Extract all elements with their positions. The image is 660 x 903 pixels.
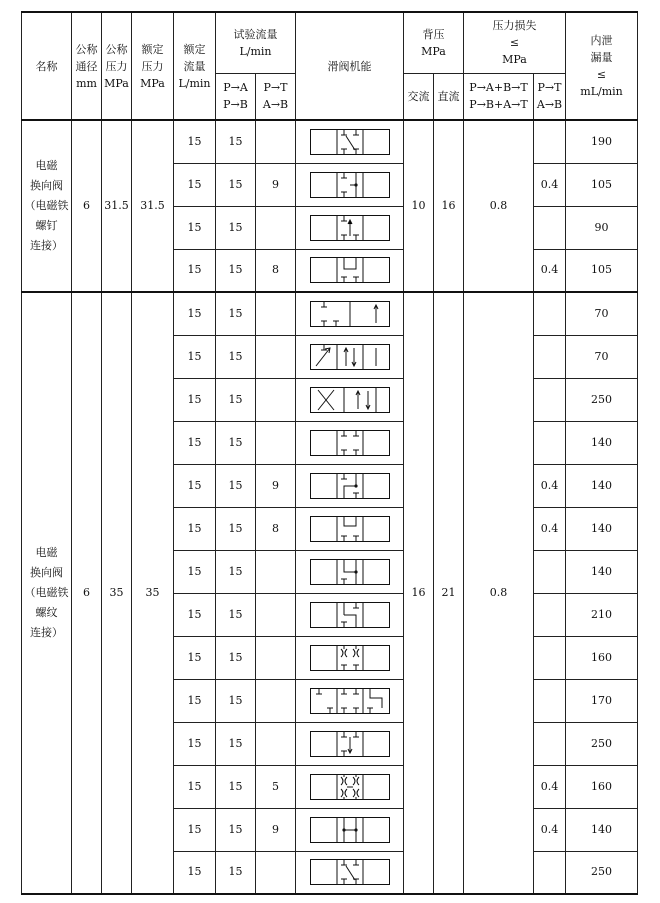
spool-symbol xyxy=(296,249,404,292)
header-test-pt: P→T A→B xyxy=(256,73,296,120)
table-cell-flow: 15 xyxy=(174,335,216,378)
table-cell-pa: 15 xyxy=(216,335,256,378)
table-cell-leakage: 140 xyxy=(566,550,638,593)
table-cell-flow: 15 xyxy=(174,378,216,421)
table-cell-flow: 15 xyxy=(174,249,216,292)
table-cell-leakage: 140 xyxy=(566,464,638,507)
group1-back-pressure-dc: 16 xyxy=(434,120,464,292)
table-cell-pt: 5 xyxy=(256,765,296,808)
header-ac: 交流 xyxy=(404,73,434,120)
table-cell-pt-loss: 0.4 xyxy=(534,249,566,292)
table-cell-leakage: 210 xyxy=(566,593,638,636)
table-cell-flow: 15 xyxy=(174,206,216,249)
table-cell-leakage: 250 xyxy=(566,722,638,765)
table-cell-leakage: 190 xyxy=(566,120,638,163)
spool-symbol xyxy=(296,292,404,335)
group2-back-pressure-ac: 16 xyxy=(404,292,434,894)
group2-nominal-pressure: 35 xyxy=(102,292,132,894)
spool-symbol xyxy=(296,679,404,722)
table-cell-flow: 15 xyxy=(174,421,216,464)
table-cell-flow: 15 xyxy=(174,808,216,851)
header-loss-1: P→A+B→T P→B+A→T xyxy=(464,73,534,120)
table-cell-pa: 15 xyxy=(216,679,256,722)
table-cell-pt-loss xyxy=(534,722,566,765)
header-back-pressure: 背压 MPa xyxy=(404,12,464,73)
header-rated-pressure: 额定 压力 MPa xyxy=(132,12,174,120)
header-nominal-diameter: 公称 通径 mm xyxy=(72,12,102,120)
table-cell-pt xyxy=(256,636,296,679)
spool-symbol xyxy=(296,378,404,421)
table-cell-pa: 15 xyxy=(216,163,256,206)
spool-symbol xyxy=(296,120,404,163)
header-name: 名称 xyxy=(22,12,72,120)
spool-symbol xyxy=(296,421,404,464)
header-test-flow: 试验流量 L/min xyxy=(216,12,296,73)
table-cell-leakage: 140 xyxy=(566,421,638,464)
header-nominal-pressure: 公称 压力 MPa xyxy=(102,12,132,120)
table-cell-pt xyxy=(256,550,296,593)
group1-nominal-pressure: 31.5 xyxy=(102,120,132,292)
table-cell-pa: 15 xyxy=(216,206,256,249)
table-cell-leakage: 170 xyxy=(566,679,638,722)
table-cell-leakage: 70 xyxy=(566,335,638,378)
header-pressure-loss: 压力损失 ≤ MPa xyxy=(464,12,566,73)
table-cell-pa: 15 xyxy=(216,636,256,679)
table-cell-pa: 15 xyxy=(216,507,256,550)
table-cell-pt: 8 xyxy=(256,507,296,550)
table-cell-flow: 15 xyxy=(174,765,216,808)
table-cell-pt xyxy=(256,421,296,464)
spool-symbol xyxy=(296,808,404,851)
table-cell-leakage: 140 xyxy=(566,507,638,550)
table-cell-leakage: 70 xyxy=(566,292,638,335)
group1-name: 电磁 换向阀 （电磁铁 螺钉 连接） xyxy=(22,120,72,292)
table-cell-flow: 15 xyxy=(174,593,216,636)
table-cell-flow: 15 xyxy=(174,163,216,206)
spool-symbol xyxy=(296,722,404,765)
table-cell-pa: 15 xyxy=(216,378,256,421)
valve-spec-table xyxy=(21,11,638,895)
header-internal-leakage: 内泄 漏量 ≤ mL/min xyxy=(566,12,638,120)
table-cell-pt xyxy=(256,335,296,378)
spool-symbol xyxy=(296,163,404,206)
header-test-pa: P→A P→B xyxy=(216,73,256,120)
group1-back-pressure-ac: 10 xyxy=(404,120,434,292)
group1-pressure-loss: 0.8 xyxy=(464,120,534,292)
spool-symbol xyxy=(296,765,404,808)
table-cell-leakage: 105 xyxy=(566,249,638,292)
table-cell-pa: 15 xyxy=(216,292,256,335)
table-cell-flow: 15 xyxy=(174,636,216,679)
table-cell-leakage: 105 xyxy=(566,163,638,206)
table-cell-pa: 15 xyxy=(216,851,256,894)
table-cell-flow: 15 xyxy=(174,851,216,894)
table-cell-pt-loss xyxy=(534,421,566,464)
group1-rated-pressure: 31.5 xyxy=(132,120,174,292)
table-cell-flow: 15 xyxy=(174,679,216,722)
table-cell-flow: 15 xyxy=(174,120,216,163)
table-cell-leakage: 160 xyxy=(566,765,638,808)
group2-diameter: 6 xyxy=(72,292,102,894)
table-cell-pt-loss: 0.4 xyxy=(534,507,566,550)
spool-symbol xyxy=(296,550,404,593)
header-rated-flow: 额定 流量 L/min xyxy=(174,12,216,120)
spool-symbol xyxy=(296,464,404,507)
table-cell-leakage: 250 xyxy=(566,378,638,421)
table-cell-leakage: 250 xyxy=(566,851,638,894)
table-cell-pa: 15 xyxy=(216,593,256,636)
table-cell-pt-loss: 0.4 xyxy=(534,765,566,808)
table-cell-flow: 15 xyxy=(174,464,216,507)
table-cell-pt-loss xyxy=(534,636,566,679)
table-cell-pt: 9 xyxy=(256,464,296,507)
table-cell-pt xyxy=(256,851,296,894)
spool-symbol xyxy=(296,636,404,679)
table-cell-pa: 15 xyxy=(216,550,256,593)
table-cell-flow: 15 xyxy=(174,292,216,335)
table-cell-pt xyxy=(256,206,296,249)
header-spool-function: 滑阀机能 xyxy=(296,12,404,120)
table-cell-pt-loss: 0.4 xyxy=(534,464,566,507)
table-cell-pa: 15 xyxy=(216,421,256,464)
table-cell-pt xyxy=(256,722,296,765)
table-cell-pt xyxy=(256,120,296,163)
table-cell-pt-loss xyxy=(534,851,566,894)
table-cell-pa: 15 xyxy=(216,765,256,808)
table-cell-pa: 15 xyxy=(216,808,256,851)
table-cell-pt: 8 xyxy=(256,249,296,292)
table-cell-leakage: 160 xyxy=(566,636,638,679)
table-cell-pt xyxy=(256,378,296,421)
spool-symbol xyxy=(296,851,404,894)
table-cell-pa: 15 xyxy=(216,249,256,292)
spec-table-container xyxy=(21,11,638,895)
table-cell-pt xyxy=(256,593,296,636)
header-loss-2: P→T A→B xyxy=(534,73,566,120)
table-cell-pt-loss xyxy=(534,120,566,163)
table-cell-flow: 15 xyxy=(174,722,216,765)
group2-back-pressure-dc: 21 xyxy=(434,292,464,894)
spool-symbol xyxy=(296,206,404,249)
table-cell-pt-loss xyxy=(534,206,566,249)
table-cell-pt-loss xyxy=(534,593,566,636)
group2-rated-pressure: 35 xyxy=(132,292,174,894)
header-dc: 直流 xyxy=(434,73,464,120)
table-cell-pt: 9 xyxy=(256,163,296,206)
group2-name: 电磁 换向阀 （电磁铁 螺纹 连接） xyxy=(22,292,72,894)
spool-symbol xyxy=(296,335,404,378)
group2-pressure-loss: 0.8 xyxy=(464,292,534,894)
table-cell-pa: 15 xyxy=(216,464,256,507)
table-cell-pt xyxy=(256,679,296,722)
spool-symbol xyxy=(296,593,404,636)
spool-symbol xyxy=(296,507,404,550)
table-cell-pt-loss xyxy=(534,335,566,378)
table-cell-pt xyxy=(256,292,296,335)
table-cell-pa: 15 xyxy=(216,120,256,163)
table-cell-flow: 15 xyxy=(174,507,216,550)
table-cell-leakage: 90 xyxy=(566,206,638,249)
group1-diameter: 6 xyxy=(72,120,102,292)
table-cell-pa: 15 xyxy=(216,722,256,765)
table-cell-pt-loss xyxy=(534,378,566,421)
table-cell-pt-loss: 0.4 xyxy=(534,163,566,206)
table-cell-pt-loss xyxy=(534,679,566,722)
table-cell-flow: 15 xyxy=(174,550,216,593)
table-cell-pt: 9 xyxy=(256,808,296,851)
table-cell-pt-loss xyxy=(534,550,566,593)
table-cell-pt-loss xyxy=(534,292,566,335)
table-cell-leakage: 140 xyxy=(566,808,638,851)
table-cell-pt-loss: 0.4 xyxy=(534,808,566,851)
